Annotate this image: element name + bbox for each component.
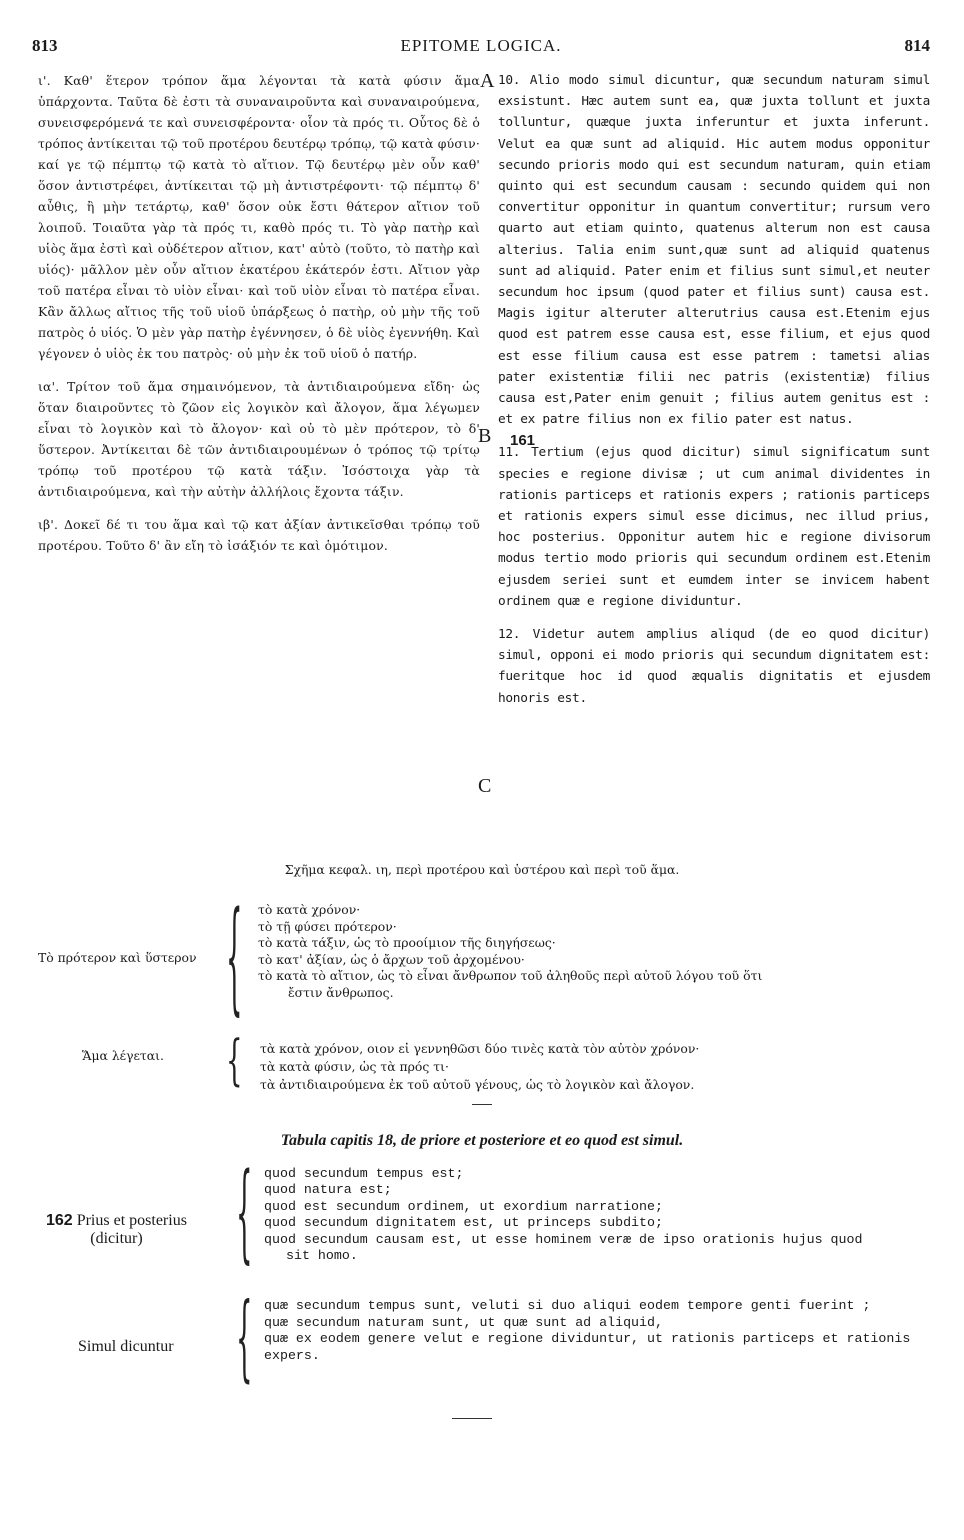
margin-letter-a: A	[480, 70, 495, 92]
column-number-161: 161	[510, 432, 536, 449]
greek-table-1-list	[258, 902, 762, 1001]
page-number-right: 814	[904, 36, 930, 55]
divider	[452, 1418, 492, 1419]
list-item: quæ secundum naturam sunt, ut quæ sunt ad aliquid,	[264, 1314, 663, 1330]
list-item: quod secundum tempus est;	[264, 1166, 464, 1181]
list-item: quæ secundum tempus sunt, veluti si duo aliqui eodem tempore genti fuerint ;	[264, 1298, 871, 1313]
list-item: ἔστιν ἄνθρωπος.	[288, 984, 394, 1000]
margin-letter-c: C	[478, 775, 492, 797]
list-item: sit homo.	[286, 1248, 358, 1264]
latin-paragraph-10: 10. Alio modo simul dicuntur, quæ secundum naturam simul exsistunt. Hæc autem sunt ea, quæ juxta tollunt et juxta tolluntur, quæque juxta inferuntur et juxta inferunt. Velut ea quæ sunt ad aliquid. Hic autem modus opponitur secundo prioris modo qui est secundum naturam, quin etiam quinto qui est secundum causam : secundo quidem qui non convertitur opponitur in quantum convertitur; rursum vero quarto aut etiam quinto, quatenus alterum non est causa alterius. Talia enim sunt,quæ sunt ad aliquid quatenus sunt ad aliquid. Pater enim et filius sunt simul,et neuter secundum hoc ipsum (quod pater et filius sunt) causa est. Magis igitur alteruter alterutrius causa est.Etenim ejus quod est patrem esse causa est, esse filium, et ejus quod est esse filium causa est esse patrem : tametsi alias pater existentiæ filii nec patris (existentiæ) filius causa est,Pater enim genuit ; filius autem genitus est : et ex patre filius non ex filio pater est natus.	[498, 73, 930, 428]
column-number-162: 162	[46, 1212, 73, 1229]
divider	[472, 1104, 492, 1105]
greek-schema-title: Σχῆμα κεφαλ. ιη, περὶ προτέρου καὶ ὑστέρου καὶ περὶ τοῦ ἅμα.	[284, 862, 680, 877]
brace-icon: {	[226, 890, 243, 1031]
latin-table-1-label	[46, 1212, 187, 1248]
list-item: τὸ κατὰ τὸ αἴτιον, ὡς τὸ εἶναι ἄνθρωπον τοῦ ἀληθοῦς περὶ αὐτοῦ λόγου τοῦ ὅτι	[258, 968, 763, 983]
list-item: quod secundum causam est, ut esse hominem veræ de ipso orationis hujus quod	[264, 1231, 863, 1247]
page-header	[32, 36, 930, 60]
latin-paragraph-11: 11. Tertium (ejus quod dicitur) simul significatum sunt species e regione divisæ ; ut cum animal dividentes in rationis particeps et rationis expers ; rationis particeps et rationis expers simul esse dicimus, nec illud prius, hoc posterius. Opponitur autem hic e regione divisorum modus tertio modo prioris qui secundum ordinem est.Etenim ejusdem seriei sunt et eumdem inter se invicem habent ordinem quæ e regione dividuntur.	[498, 445, 930, 609]
brace-icon: {	[236, 1154, 253, 1277]
latin-table-1-label-line2: (dicitur)	[90, 1230, 143, 1247]
margin-letter-b: B	[478, 425, 492, 447]
latin-column	[498, 70, 930, 721]
list-item: τὰ κατὰ φύσιν, ὡς τὰ πρός τι·	[260, 1059, 449, 1074]
greek-table-2-list	[260, 1040, 699, 1094]
list-item: τὸ κατὰ τάξιν, ὡς τὸ προοίμιον τῆς διηγήσεως·	[258, 935, 556, 950]
list-item: τὸ κατ' ἀξίαν, ὡς ὁ ἄρχων τοῦ ἀρχομένου·	[258, 951, 525, 967]
list-item: τὰ ἀντιδιαιρούμενα ἐκ τοῦ αὐτοῦ γένους, ὡς τὸ λογικὸν καὶ ἄλογον.	[260, 1077, 695, 1092]
running-title: EPITOME LOGICA.	[400, 36, 562, 55]
list-item: quæ ex eodem genere velut e regione dividuntur, ut rationis particeps et rationis expers.	[264, 1331, 911, 1363]
greek-column	[38, 70, 480, 568]
greek-table-2-label: Ἅμα λέγεται.	[82, 1048, 164, 1063]
latin-table-1-label-line1: Prius et posterius	[76, 1212, 187, 1229]
greek-paragraph-12: ιβ'. Δοκεῖ δέ τι του ἅμα καὶ τῷ κατ ἀξίαν ἀντικεῖσθαι τρόπῳ τοῦ προτέρου. Τοῦτο δ' ἂν εἴη τὸ ἰσάξιόν τε καὶ ὁμότιμον.	[38, 517, 480, 553]
list-item: quod est secundum ordinem, ut exordium narratione;	[264, 1198, 663, 1214]
latin-table-2-list	[264, 1298, 964, 1364]
list-item: τὸ κατὰ χρόνον·	[258, 902, 361, 917]
brace-icon: {	[236, 1286, 253, 1394]
greek-table-1-label: Τὸ πρότερον καὶ ὕστερον	[38, 950, 197, 965]
greek-paragraph-11: ια'. Τρίτον τοῦ ἅμα σημαινόμενον, τὰ ἀντιδιαιρούμενα εἴδη· ὡς ὅταν διαιροῦντες τὸ ζῶον εἰς λογικὸν καὶ ἄλογον, ἅμα λέγωμεν εἶναι τὸ λογικὸν καὶ τὸ ἄλογον· καὶ οὐ τὸ μὲν πρότερον, τὸ δ' ὕστερον. Ἀντίκειται δὲ τῶν ἀντιδιαιρουμένων ὁ τρόπος τῷ τρίτῳ τρόπῳ τοῦ προτέρου τῷ κατὰ τάξιν. Ἰσόστοιχα γὰρ τὰ ἀντιδιαιρούμενα, καὶ τὴν αὐτὴν ἀλλήλοις ἔχοντα τάξιν.	[38, 379, 480, 499]
list-item: quod secundum dignitatem est, ut princeps subdito;	[264, 1215, 663, 1231]
greek-paragraph-10: ι'. Καθ' ἕτερον τρόπον ἅμα λέγονται τὰ κατὰ φύσιν ἅμα ὑπάρχοντα. Ταῦτα δὲ ἐστι τὰ συναναιροῦντα καὶ συναναιρούμενα, συνεισφερόμενά τε καὶ συνεισφέροντα· οἷον τὰ πρός τι. Οὗτος δὲ ὁ τρόπος ἀντίκειται τῷ τοῦ προτέρου δευτέρῳ τρόπῳ, τῷ κατὰ φύσιν· καί γε τῷ πέμπτῳ τῷ κατὰ τὸ αἴτιον. Τῷ δευτέρῳ μὲν οὖν καθ' ὅσον ἀντιστρέφει, ἀντίκειται τῷ μὴ ἀντιστρέφοντι· τῷ πέμπτῳ δ' αὖθις, ἢ μὴν τετάρτῳ, καθ' ὅσον οὐκ ἔστι θάτερον αἴτιον τοῦ λοιποῦ. Τοιαῦτα γὰρ τὰ πρός τι, καθὸ πρός τι. Τὸ γὰρ πατὴρ καὶ υἱὸς ἅμα ἐστὶ καὶ οὐδέτερον αἴτιον, κατ' αὐτὸ (τοῦτο, τὸ πατὴρ καὶ υἱός)· μᾶλλον μὲν οὖν αἴτιον ἑκατέρου ἑκάτερόν ἐστι. Αἴτιον γὰρ τοῦ πατέρα εἶναι τὸ υἱὸν εἶναι· καὶ τοῦ υἱὸν εἶναι τὸ πατέρα εἶναι. Κἂν ἄλλως αἴτιος τῆς τοῦ υἱοῦ ὑπάρξεως ὁ πατὴρ, οὐ μὴν τῆς τοῦ πατρὸς ὁ υἱός. Ὁ μὲν γὰρ πατὴρ ἐγέννησεν, ὁ δὲ υἱὸς ἐγεννήθη. Καὶ γέγονεν ὁ υἱὸς ἐκ του πατρὸς· οὐ μὴν ἐκ τοῦ υἱοῦ ὁ πατήρ.	[38, 73, 480, 361]
latin-table-2-label: Simul dicuntur	[78, 1338, 174, 1355]
page-number-left: 813	[32, 36, 58, 55]
latin-paragraph-12: 12. Videtur autem amplius aliqud (de eo quod dicitur) simul, opponi ei modo prioris qui secundum dignitatem est: fueritque hoc id quod æqualis dignitatis et ejusdem honoris est.	[498, 627, 930, 706]
latin-table-title: Tabula capitis 18, de priore et posteriore et eo quod est simul.	[280, 1132, 684, 1149]
brace-icon: {	[226, 1030, 243, 1093]
list-item: τὰ κατὰ χρόνον, οιον εἰ γεννηθῶσι δύο τινὲς κατὰ τὸν αὐτὸν χρόνον·	[260, 1041, 700, 1056]
list-item: τὸ τῇ φύσει πρότερον·	[258, 918, 397, 934]
latin-table-1-list	[264, 1166, 862, 1264]
list-item: quod natura est;	[264, 1182, 392, 1198]
